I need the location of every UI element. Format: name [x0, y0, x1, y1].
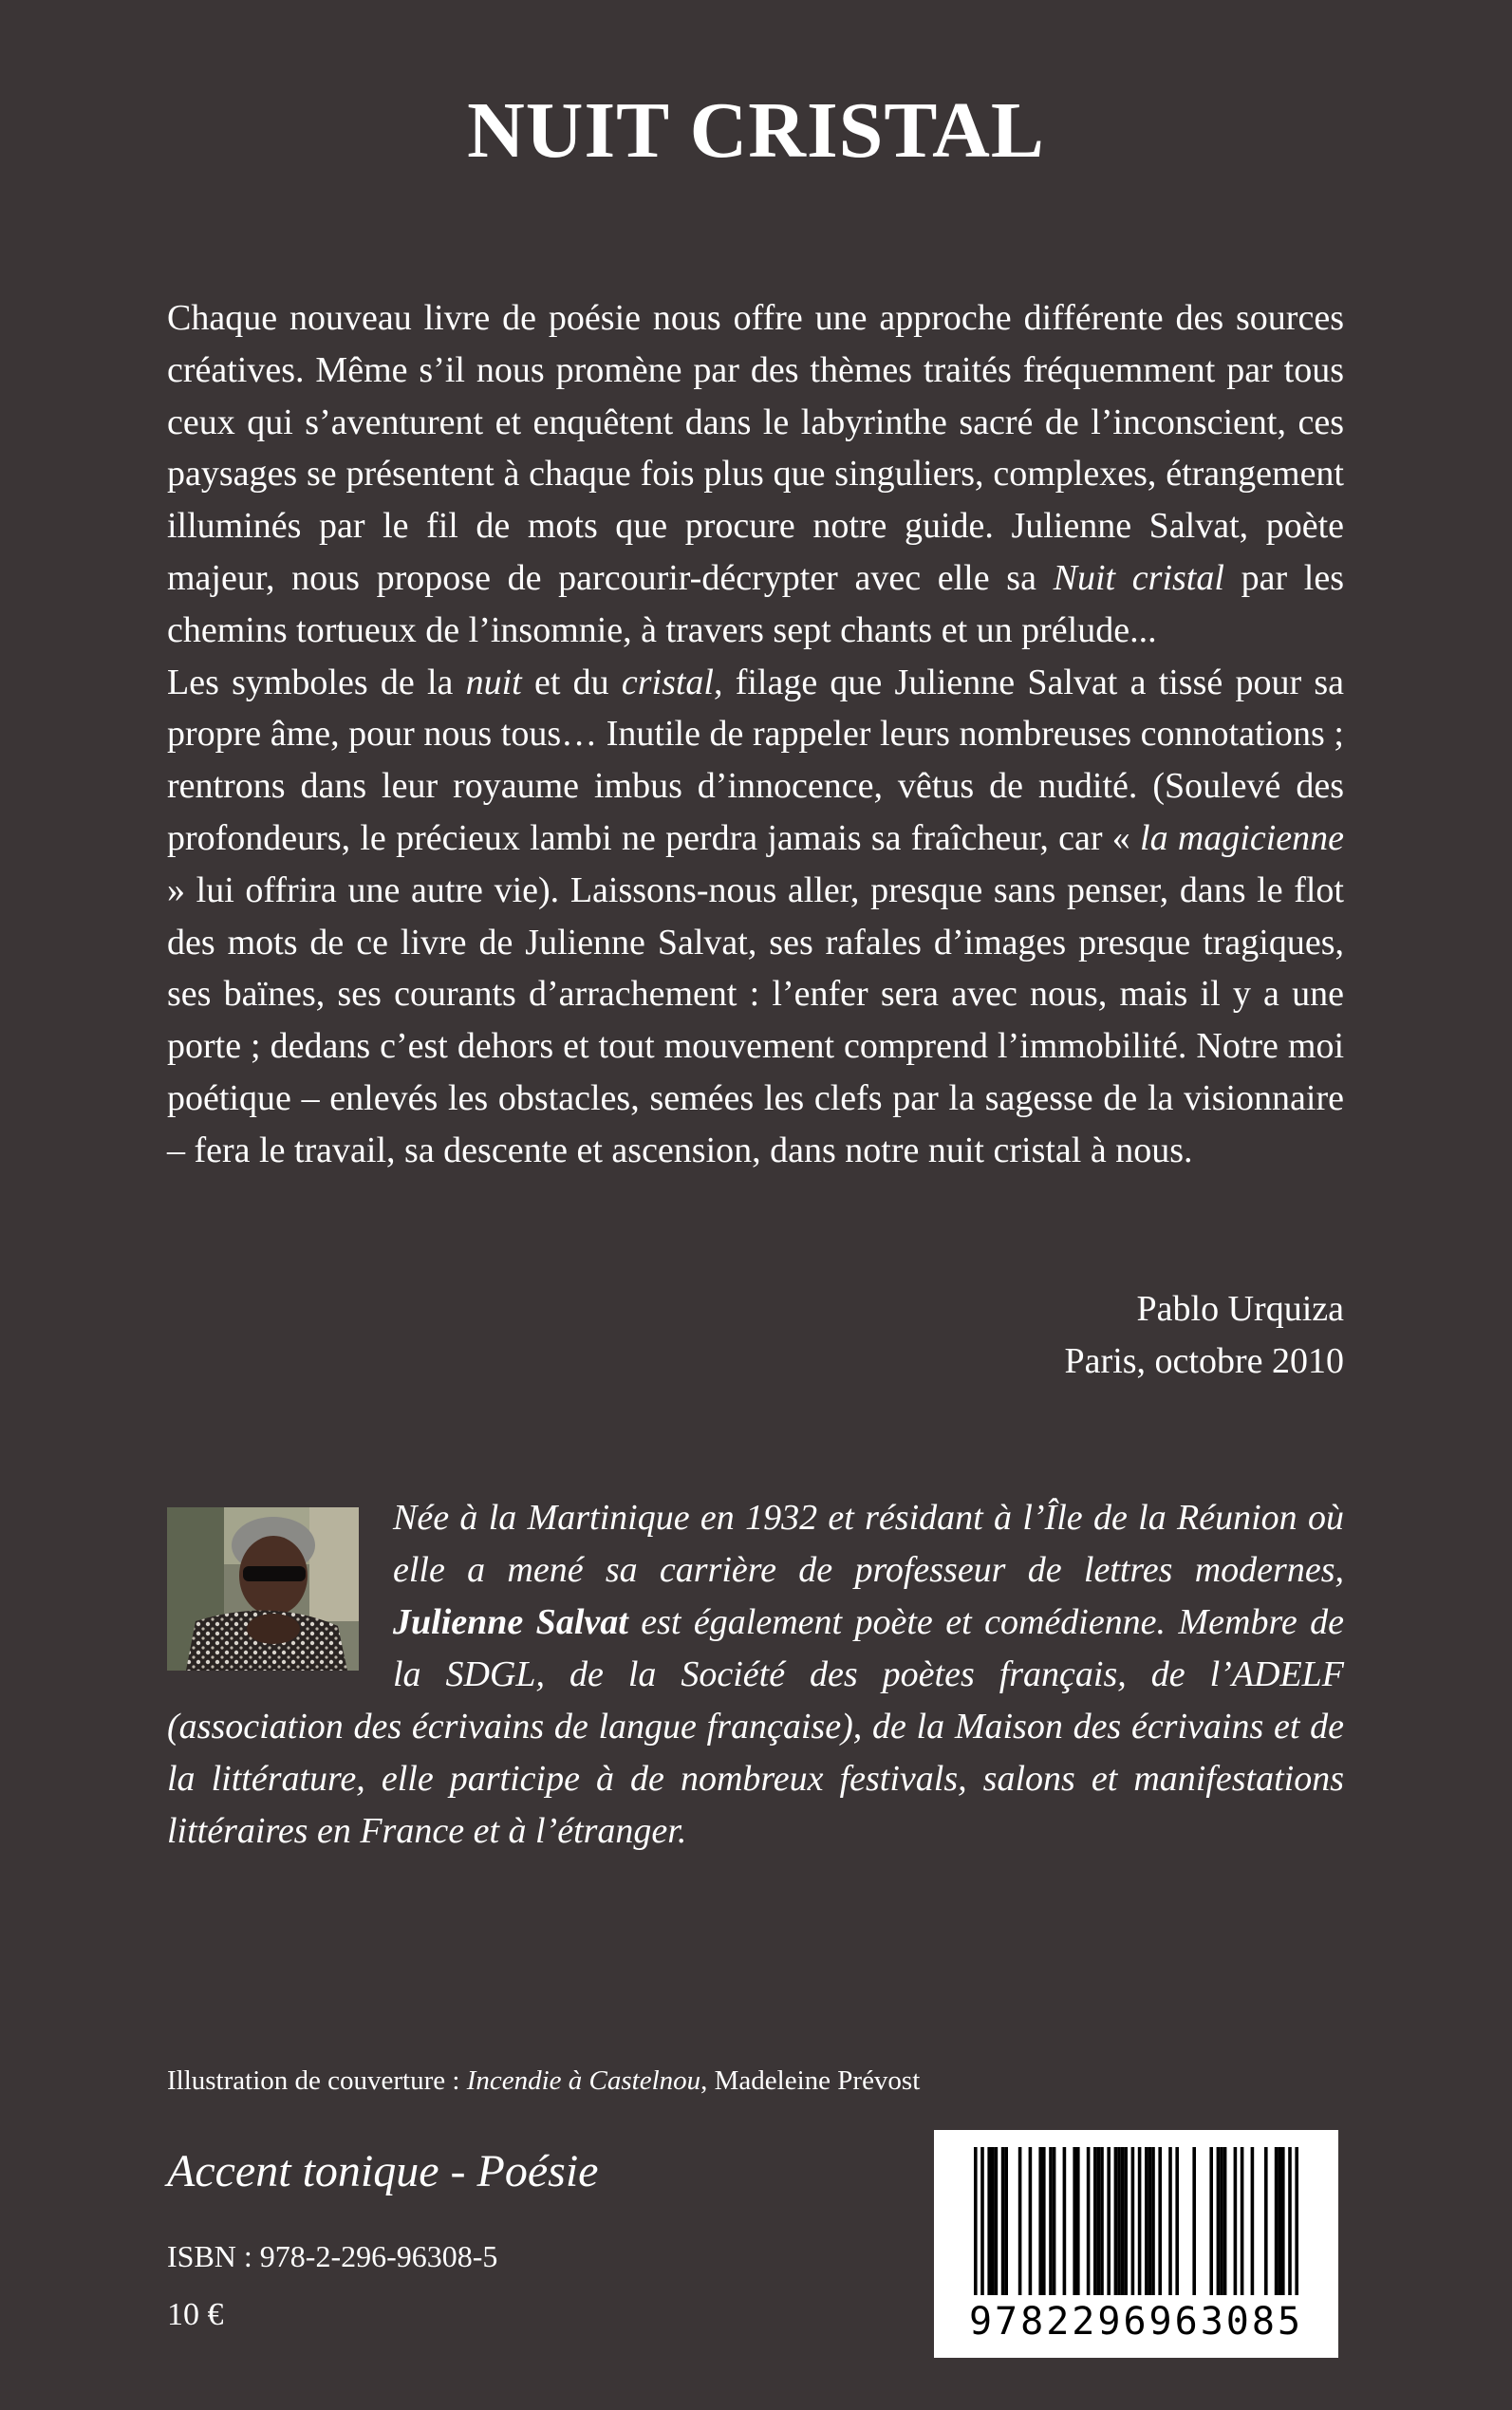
review-paragraph-2: Les symboles de la nuit et du cristal, filage que Julienne Salvat a tissé pour sa propre âme, pour nous tous… Inutile de rappeler leurs nombreuses connotations ; rentrons dans leur royaume imbus d’innocence, vêtus de nudité. (Soulevé des profondeurs, le précieux lambi ne perdra jamais sa fraîcheur, car « la magicienne » lui offrira une autre vie). Laissons-nous aller, presque sans penser, dans le flot des mots de ce livre de Julienne Salvat, ses rafales d’images presque tragiques, ses baïnes, ses courants d’arrachement : l’enfer sera avec nous, mais il y a une porte ; dedans c’est dehors et tout mouvement comprend l’immobilité. Notre moi poétique – enlevés les obstacles, semées les clefs par la sagesse de la visionnaire – fera le travail, sa descente et ascension, dans notre nuit cristal à nous.: [167, 662, 1345, 1170]
barcode-bar: [1175, 2147, 1179, 2295]
barcode-bar: [1251, 2147, 1255, 2295]
barcode-bar: [1241, 2147, 1244, 2295]
barcode-bar: [1158, 2147, 1162, 2295]
review-author: Pablo Urquiza: [1136, 1289, 1344, 1329]
barcode-bar: [1223, 2147, 1227, 2295]
collection-name: Accent tonique - Poésie: [167, 2146, 599, 2196]
barcode-bar: [1100, 2147, 1104, 2295]
review-signature: [167, 1283, 1344, 1388]
barcode-bar: [1076, 2147, 1080, 2295]
barcode-bar: [1038, 2147, 1042, 2295]
barcode-bar: [1107, 2147, 1111, 2295]
barcode-bar: [1264, 2147, 1268, 2295]
barcode-bar: [980, 2147, 984, 2295]
book-title: NUIT CRISTAL: [467, 86, 1045, 175]
cover-credit: Illustration de couverture : Incendie à Castelnou, Madeleine Prévost: [167, 2065, 921, 2096]
barcode-bar: [1192, 2147, 1196, 2295]
author-biography: Née à la Martinique en 1932 et résidant à l’Île de la Réunion où elle a mené sa carrière de professeur de lettres modernes, Julienne Salvat est également poète et comédienne. Membre de la SDGL, de la Société des poètes français, de l’ADELF (association des écrivains de langue française), de la Maison des écrivains et de la littérature, elle participe à de nombreux festivals, salons et manifestations littéraires en France et à l’étranger.: [167, 1492, 1344, 1858]
barcode-bar: [1004, 2147, 1008, 2295]
barcode-bar: [1117, 2147, 1121, 2295]
barcode-bar: [1087, 2147, 1091, 2295]
barcode-bar: [1029, 2147, 1033, 2295]
barcode-bar: [1148, 2147, 1152, 2295]
barcode-bar: [1151, 2147, 1155, 2295]
barcode-bar: [991, 2147, 995, 2295]
photo-spacer: [167, 1492, 393, 1653]
review-place-date: Paris, octobre 2010: [1064, 1340, 1344, 1381]
barcode-bar: [1053, 2147, 1056, 2295]
barcode-bar: [1234, 2147, 1238, 2295]
barcode-bar: [1220, 2147, 1223, 2295]
barcode-bar: [1209, 2147, 1213, 2295]
price: 10 €: [167, 2297, 224, 2332]
barcode-bar: [1138, 2147, 1142, 2295]
barcode-digits: 9782296963085: [968, 2300, 1304, 2344]
barcode-bar: [1281, 2147, 1285, 2295]
barcode-bar: [1093, 2147, 1097, 2295]
barcode-bar: [1275, 2147, 1279, 2295]
barcode-bar: [1278, 2147, 1281, 2295]
review-text: [167, 292, 1344, 1177]
barcode-bar: [1295, 2147, 1298, 2295]
barcode-bar: [974, 2147, 978, 2295]
barcode-bar: [1217, 2147, 1221, 2295]
barcode-bar: [1018, 2147, 1022, 2295]
barcode-bar: [1073, 2147, 1076, 2295]
barcode-bar: [1049, 2147, 1053, 2295]
isbn: ISBN : 978-2-296-96308-5: [167, 2239, 498, 2273]
barcode-bar: [987, 2147, 991, 2295]
barcode-bar: [1042, 2147, 1046, 2295]
barcode: [934, 2130, 1338, 2358]
barcode-bar: [995, 2147, 999, 2295]
barcode-bar: [1063, 2147, 1067, 2295]
barcode-bars: [934, 2130, 1338, 2301]
author-name: Julienne Salvat: [393, 1602, 628, 1642]
barcode-bar: [1168, 2147, 1172, 2295]
barcode-bar: [1001, 2147, 1005, 2295]
barcode-bar: [1124, 2147, 1128, 2295]
barcode-bar: [1131, 2147, 1135, 2295]
barcode-bar: [1145, 2147, 1148, 2295]
barcode-bar: [1288, 2147, 1292, 2295]
barcode-bar: [1114, 2147, 1118, 2295]
barcode-bar: [1121, 2147, 1125, 2295]
barcode-bar: [1097, 2147, 1101, 2295]
review-paragraph-1: Chaque nouveau livre de poésie nous offre une approche différente des sources créatives. Même s’il nous promène par des thèmes traités fréquemment par tous ceux qui s’aventurent et enquêtent dans le labyrinthe sacré de l’inconscient, ces paysages se présentent à chaque fois plus que singuliers, complexes, étrangement illuminés par le fil de mots que procure notre guide. Julienne Salvat, poète majeur, nous propose de parcourir-décrypter avec elle sa Nuit cristal par les chemins tortueux de l’insomnie, à travers sept chants et un prélude...: [167, 298, 1345, 650]
